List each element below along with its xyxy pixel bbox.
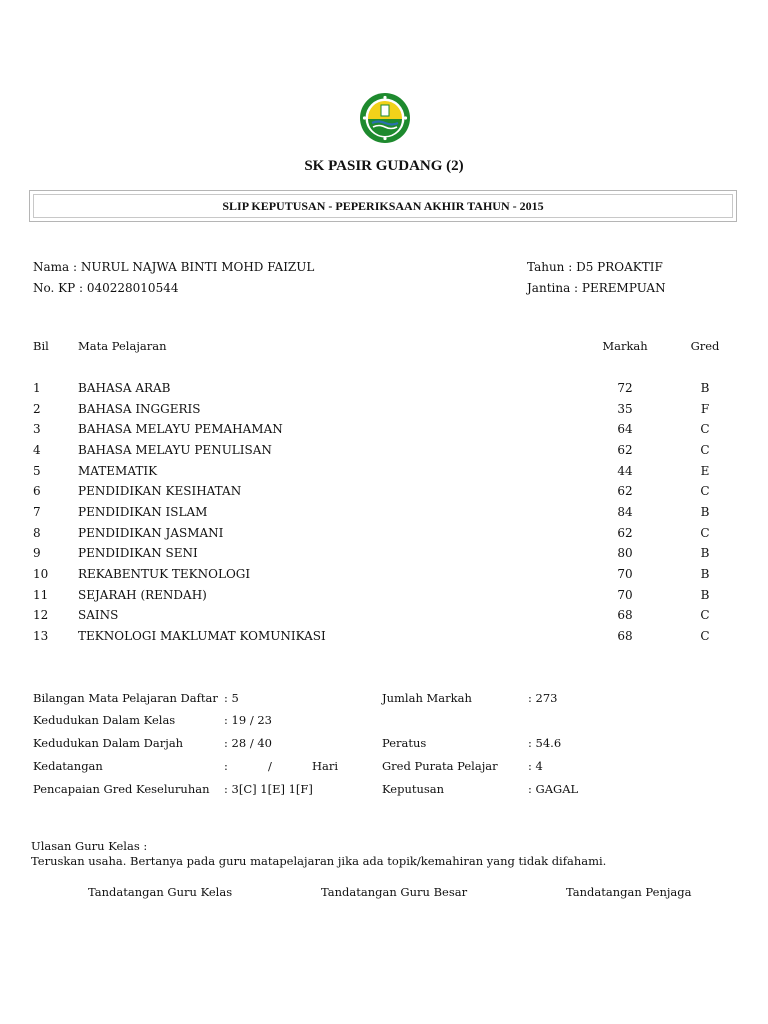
row-mark: 62 xyxy=(617,484,633,498)
kedatangan-colon: : xyxy=(224,759,228,773)
peratus-label: Peratus xyxy=(382,736,427,750)
kedatangan-slash: / xyxy=(268,759,272,773)
signature-class-teacher: Tandatangan Guru Kelas xyxy=(88,885,233,899)
row-mark: 72 xyxy=(617,381,633,395)
row-grade: C xyxy=(700,484,710,498)
peratus-value: : 54.6 xyxy=(528,736,562,750)
table-row xyxy=(0,608,768,624)
row-bil: 9 xyxy=(33,546,41,560)
row-grade: B xyxy=(700,588,710,602)
pencapaian-label: Pencapaian Gred Keseluruhan xyxy=(33,782,210,796)
bilangan-label: Bilangan Mata Pelajaran Daftar xyxy=(33,691,218,705)
row-mark: 62 xyxy=(617,443,633,457)
table-header xyxy=(0,339,768,355)
table-row xyxy=(0,588,768,604)
row-subject: BAHASA INGGERIS xyxy=(78,402,201,416)
summary-row xyxy=(0,759,768,775)
table-row xyxy=(0,567,768,583)
row-subject: TEKNOLOGI MAKLUMAT KOMUNIKASI xyxy=(78,629,326,643)
header-subject: Mata Pelajaran xyxy=(78,339,167,353)
row-subject: SAINS xyxy=(78,608,119,622)
gred-purata-label: Gred Purata Pelajar xyxy=(382,759,498,773)
table-row xyxy=(0,402,768,418)
darjah-value: : 28 / 40 xyxy=(224,736,272,750)
row-bil: 7 xyxy=(33,505,41,519)
school-crest-icon xyxy=(359,92,411,144)
row-subject: PENDIDIKAN SENI xyxy=(78,546,198,560)
table-row xyxy=(0,422,768,438)
row-grade: B xyxy=(700,381,710,395)
bilangan-value: : 5 xyxy=(224,691,239,705)
row-bil: 3 xyxy=(33,422,41,436)
table-row xyxy=(0,629,768,645)
row-grade: C xyxy=(700,608,710,622)
row-mark: 68 xyxy=(617,608,633,622)
table-row xyxy=(0,381,768,397)
slip-title: SLIP KEPUTUSAN - PEPERIKSAAN AKHIR TAHUN - 2015 xyxy=(33,194,733,218)
row-bil: 11 xyxy=(33,588,49,602)
signature-headmaster: Tandatangan Guru Besar xyxy=(321,885,468,899)
row-subject: BAHASA MELAYU PENULISAN xyxy=(78,443,272,457)
row-subject: REKABENTUK TEKNOLOGI xyxy=(78,567,251,581)
row-bil: 1 xyxy=(33,381,41,395)
table-row xyxy=(0,526,768,542)
header-grade: Gred xyxy=(690,339,720,353)
row-subject: PENDIDIKAN ISLAM xyxy=(78,505,208,519)
row-bil: 8 xyxy=(33,526,41,540)
row-grade: C xyxy=(700,443,710,457)
row-mark: 68 xyxy=(617,629,633,643)
row-mark: 80 xyxy=(617,546,633,560)
row-subject: SEJARAH (RENDAH) xyxy=(78,588,207,602)
row-bil: 13 xyxy=(33,629,49,643)
row-mark: 70 xyxy=(617,567,633,581)
row-grade: C xyxy=(700,629,710,643)
row-mark: 62 xyxy=(617,526,633,540)
keputusan-label: Keputusan xyxy=(382,782,445,796)
slip-title-box xyxy=(29,190,737,222)
row-grade: B xyxy=(700,505,710,519)
row-grade: B xyxy=(700,567,710,581)
keputusan-value: : GAGAL xyxy=(528,782,579,796)
table-row xyxy=(0,546,768,562)
table-row xyxy=(0,464,768,480)
row-subject: BAHASA MELAYU PEMAHAMAN xyxy=(78,422,283,436)
student-id: No. KP : 040228010544 xyxy=(33,281,179,295)
row-bil: 12 xyxy=(33,608,49,622)
summary-row xyxy=(0,713,768,729)
row-grade: C xyxy=(700,526,710,540)
school-name: SK PASIR GUDANG (2) xyxy=(304,158,464,174)
header-bil: Bil xyxy=(33,339,49,353)
comment-text: Teruskan usaha. Bertanya pada guru matapelajaran jika ada topik/kemahiran yang tidak difahami. xyxy=(31,854,607,868)
jumlah-label: Jumlah Markah xyxy=(382,691,472,705)
row-bil: 2 xyxy=(33,402,41,416)
jumlah-value: : 273 xyxy=(528,691,558,705)
pencapaian-value: : 3[C] 1[E] 1[F] xyxy=(224,782,313,796)
row-bil: 10 xyxy=(33,567,49,581)
row-subject: MATEMATIK xyxy=(78,464,158,478)
signature-guardian: Tandatangan Penjaga xyxy=(566,885,692,899)
row-subject: PENDIDIKAN KESIHATAN xyxy=(78,484,242,498)
summary-row xyxy=(0,691,768,707)
row-bil: 4 xyxy=(33,443,41,457)
header-mark: Markah xyxy=(602,339,648,353)
kelas-value: : 19 / 23 xyxy=(224,713,272,727)
row-grade: B xyxy=(700,546,710,560)
row-mark: 44 xyxy=(617,464,633,478)
gred-purata-value: : 4 xyxy=(528,759,543,773)
row-bil: 6 xyxy=(33,484,41,498)
kelas-label: Kedudukan Dalam Kelas xyxy=(33,713,176,727)
row-grade: E xyxy=(700,464,710,478)
row-bil: 5 xyxy=(33,464,41,478)
row-mark: 70 xyxy=(617,588,633,602)
student-name: Nama : NURUL NAJWA BINTI MOHD FAIZUL xyxy=(33,260,315,274)
row-subject: PENDIDIKAN JASMANI xyxy=(78,526,224,540)
row-mark: 84 xyxy=(617,505,633,519)
table-row xyxy=(0,484,768,500)
table-row xyxy=(0,505,768,521)
student-class: Tahun : D5 PROAKTIF xyxy=(527,260,663,274)
comment-label: Ulasan Guru Kelas : xyxy=(31,839,148,853)
darjah-label: Kedudukan Dalam Darjah xyxy=(33,736,184,750)
row-subject: BAHASA ARAB xyxy=(78,381,171,395)
student-gender: Jantina : PEREMPUAN xyxy=(527,281,666,295)
table-row xyxy=(0,443,768,459)
kedatangan-hari: Hari xyxy=(312,759,339,773)
row-mark: 35 xyxy=(617,402,633,416)
row-grade: F xyxy=(700,402,710,416)
kedatangan-label: Kedatangan xyxy=(33,759,103,773)
summary-row xyxy=(0,782,768,798)
row-grade: C xyxy=(700,422,710,436)
summary-row xyxy=(0,736,768,752)
row-mark: 64 xyxy=(617,422,633,436)
